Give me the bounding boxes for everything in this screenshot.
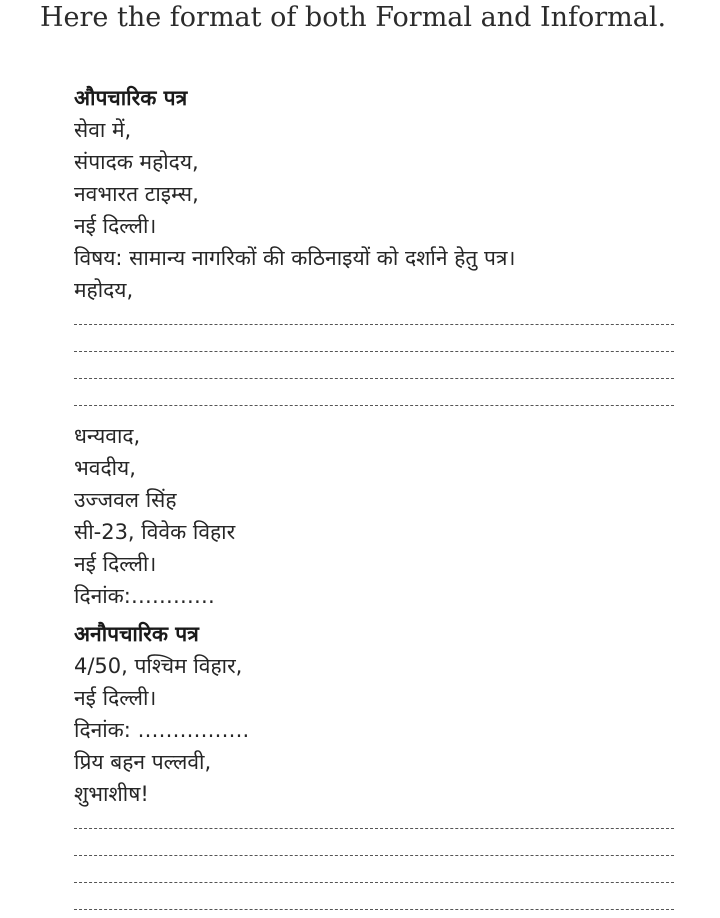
informal-body-line [74, 891, 674, 918]
informal-body-line [74, 864, 674, 891]
formal-recipient-city: नई दिल्ली। [74, 214, 157, 238]
formal-body-line [74, 360, 674, 387]
informal-body-line [74, 810, 674, 837]
informal-date: दिनांक: ……………. [74, 718, 250, 742]
formal-body-line [74, 333, 674, 360]
formal-date: दिनांक:………… [74, 584, 215, 608]
informal-sender-address: 4/50, पश्चिम विहार, [74, 654, 243, 678]
formal-sender-name: उज्जवल सिंह [74, 488, 177, 512]
formal-closing: भवदीय, [74, 456, 136, 480]
informal-body-line [74, 837, 674, 864]
formal-subject: विषय: सामान्य नागरिकों की कठिनाइयों को दर्शाने हेतु पत्र। [74, 246, 516, 270]
page-heading: Here the format of both Formal and Informal. [40, 2, 667, 33]
informal-letter [74, 618, 674, 918]
formal-letter [74, 82, 674, 612]
informal-letter-title: अनौपचारिक पत्र [74, 622, 199, 646]
informal-greeting: प्रिय बहन पल्लवी, [74, 750, 212, 774]
informal-sender-city: नई दिल्ली। [74, 686, 157, 710]
formal-sender-city: नई दिल्ली। [74, 552, 157, 576]
formal-greeting: महोदय, [74, 278, 134, 302]
informal-blessing: शुभाशीष! [74, 782, 149, 806]
formal-letter-title: औपचारिक पत्र [74, 86, 188, 110]
formal-sender-address: सी-23, विवेक विहार [74, 520, 236, 544]
formal-body-line [74, 306, 674, 333]
formal-salutation-to: सेवा में, [74, 118, 132, 142]
formal-thanks: धन्यवाद, [74, 424, 141, 448]
formal-recipient-org: नवभारत टाइम्स, [74, 182, 199, 206]
formal-body-line [74, 387, 674, 414]
formal-recipient: संपादक महोदय, [74, 150, 199, 174]
